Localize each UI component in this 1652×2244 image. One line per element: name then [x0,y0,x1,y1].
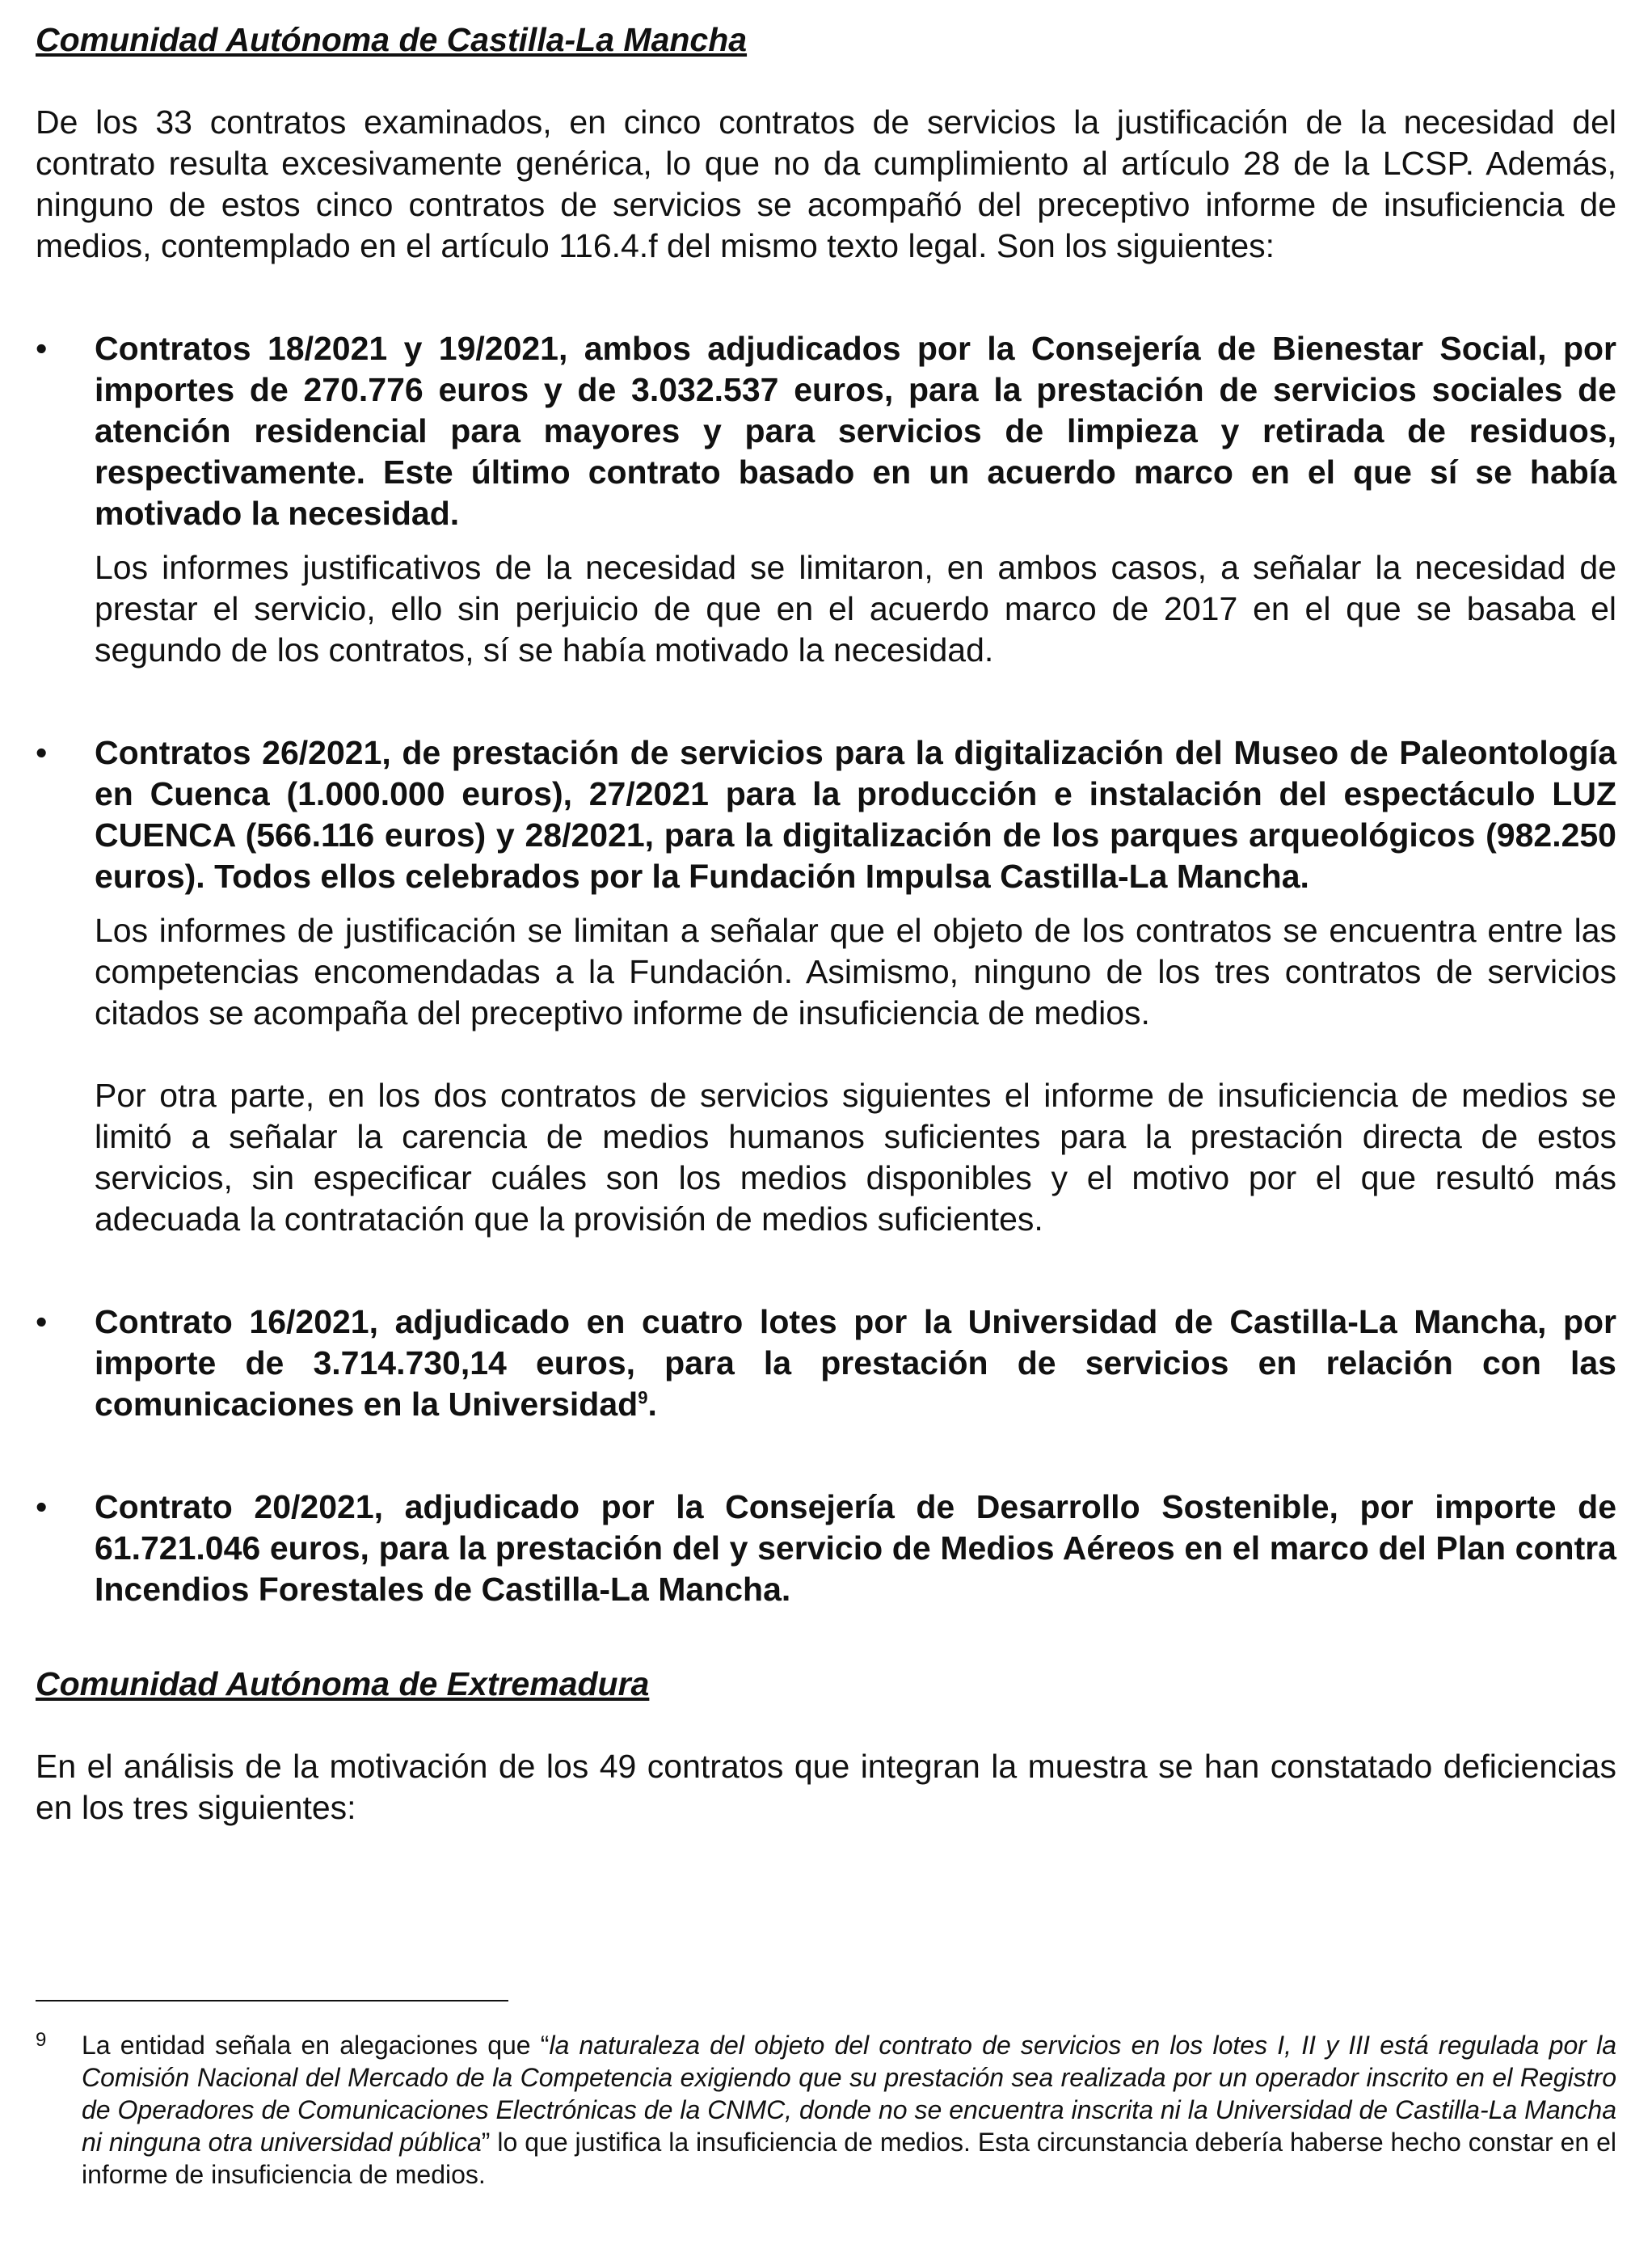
list-item-contract-20 [36,1487,1616,1610]
list-item-title-text: Contrato 16/2021, adjudicado en cuatro lotes por la Universidad de Castilla-La Mancha, por importe de 3.714.730,14 euros, para la prestación de servicios en relación con las comunicaciones en la Universidad [95,1303,1616,1423]
footnote-quote: la naturaleza del objeto del contrato de servicios en los lotes I, II y III está regulada por la Comisión Nacional del Mercado de la Competencia exigiendo que su prestación sea realizada por un operador inscrito en el Registro de Operadores de Comunicaciones Electrónicas de la CNMC, donde no se encuentra inscrita ni la Universidad de Castilla-La Mancha ni ninguna otra universidad pública [82,2031,1617,2157]
contract-list [36,328,1616,1610]
list-item-body: Los informes justificativos de la necesidad se limitaron, en ambos casos, a señalar la necesidad de prestar el servicio, ello sin perjuicio de que en el acuerdo marco de 2017 en el que se basaba el segundo de los contratos, sí se había motivado la necesidad. [95,549,1616,669]
footnote-separator [36,2000,508,2001]
section-heading-extremadura: Comunidad Autónoma de Extremadura [36,1665,650,1702]
title-period: . [647,1386,657,1423]
bullet-icon: • [36,734,48,771]
footnote-number: 9 [36,2029,47,2051]
bullet-icon: • [36,1303,48,1340]
list-item-title: Contratos 18/2021 y 19/2021, ambos adjudicados por la Consejería de Bienestar Social, por importes de 270.776 euros y de 3.032.537 euros, para la prestación de servicios sociales de atención residencial para mayores y para servicios de limpieza y retirada de residuos, respectivamente. Este último contrato basado en un acuerdo marco en el que sí se había motivado la necesidad. [95,330,1616,532]
footnote-lead: La entidad señala en alegaciones que “ [82,2031,550,2060]
section-heading-castilla-la-mancha: Comunidad Autónoma de Castilla-La Mancha [36,21,748,58]
document-page [36,19,1616,1829]
list-item-body-2: Por otra parte, en los dos contratos de servicios siguientes el informe de insuficiencia de medios se limitó a señalar la carencia de medios humanos suficientes para la prestación directa de estos servicios, sin especificar cuáles son los medios disponibles y el motivo por el que resultó más adecuada la contratación que la provisión de medios suficientes. [95,1077,1616,1238]
list-item-contract-16 [36,1301,1616,1425]
intro-paragraph: De los 33 contratos examinados, en cinco contratos de servicios la justificación de la necesidad del contrato resulta excesivamente genérica, lo que no da cumplimiento al artículo 28 de la LCSP. Además, ninguno de estos cinco contratos de servicios se acompañó del preceptivo informe de insuficiencia de medios, contemplado en el artículo 116.4.f del mismo texto legal. Son los siguientes: [36,103,1616,264]
footnote-tail: ” lo que justifica la insuficiencia de medios. Esta circunstancia debería haberse hecho constar en el informe de insuficiencia de medios. [82,2128,1617,2189]
list-item-contracts-26-27-28 [36,732,1616,1240]
list-item-body: Los informes de justificación se limitan a señalar que el objeto de los contratos se encuentra entre las competencias encomendadas a la Fundación. Asimismo, ninguno de los tres contratos de servicios citados se acompaña del preceptivo informe de insuficiencia de medios. [95,912,1616,1031]
footnote-reference[interactable]: 9 [638,1387,648,1408]
list-item-title: Contrato 20/2021, adjudicado por la Consejería de Desarrollo Sostenible, por importe de 61.721.046 euros, para la prestación del y servicio de Medios Aéreos en el marco del Plan contra Incendios Forestales de Castilla-La Mancha. [95,1488,1616,1608]
list-item-title [95,1301,1616,1425]
extremadura-intro-paragraph: En el análisis de la motivación de los 49 contratos que integran la muestra se han constatado deficiencias en los tres siguientes: [36,1748,1616,1826]
list-item-title: Contratos 26/2021, de prestación de servicios para la digitalización del Museo de Paleontología en Cuenca (1.000.000 euros), 27/2021 para la producción e instalación del espectáculo LUZ CUENCA (566.116 euros) y 28/2021, para la digitalización de los parques arqueológicos (982.250 euros). Todos ellos celebrados por la Fundación Impulsa Castilla-La Mancha. [95,734,1616,895]
bullet-icon: • [36,330,48,367]
footnote [36,2029,1616,2191]
bullet-icon: • [36,1488,48,1525]
list-item-contracts-18-19 [36,328,1616,671]
footnote-text [82,2029,1616,2191]
